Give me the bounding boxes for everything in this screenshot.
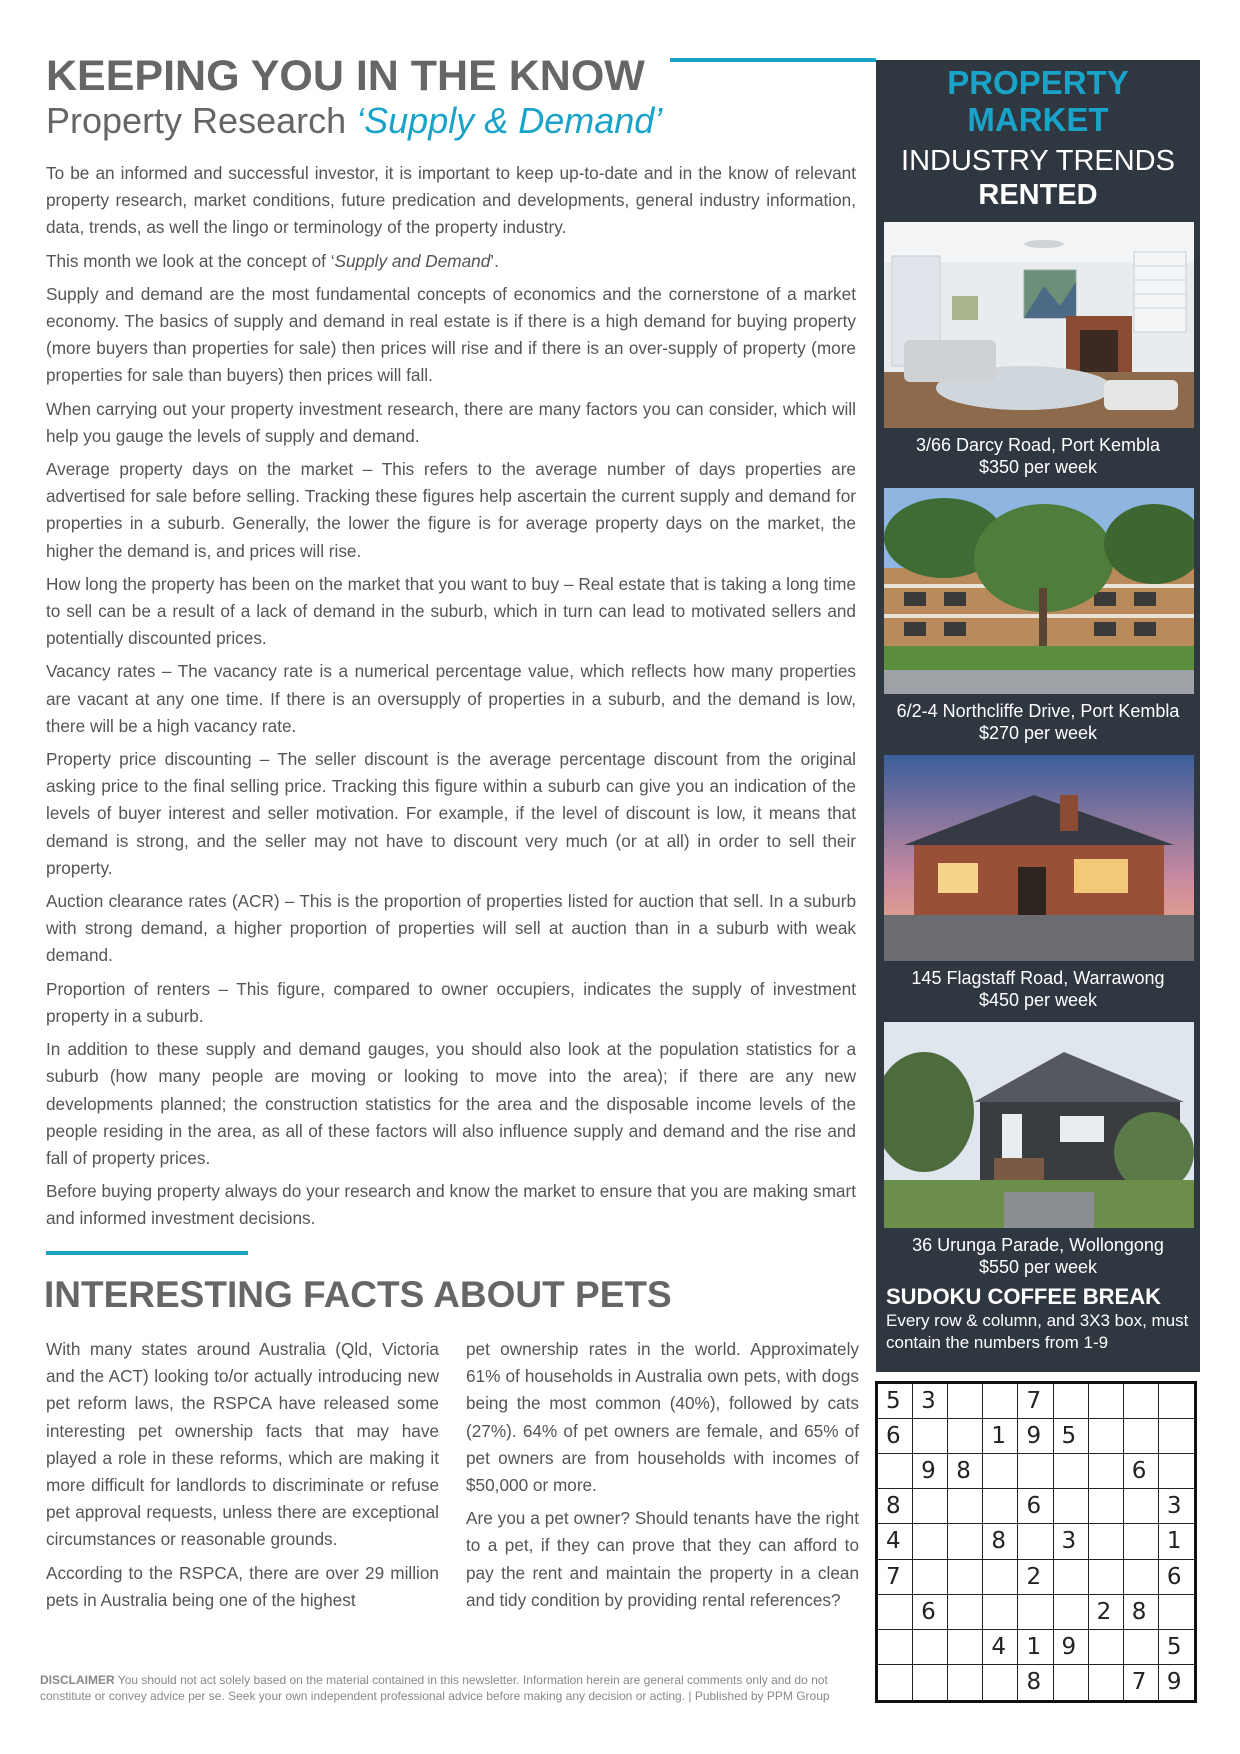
listing-photo-apartments xyxy=(884,488,1194,694)
article-paragraph: To be an informed and successful investor, it is important to keep up-to-date and in the know of relevant property research, market conditions, future predication and developments, general industry information, data, trends, as well the lingo or terminology of the property industry. xyxy=(46,163,856,238)
p2-italic: Supply and Demand xyxy=(334,250,491,271)
listing-price: $550 per week xyxy=(978,1257,1098,1277)
sudoku-cell[interactable] xyxy=(1124,1524,1159,1559)
sudoku-cell[interactable] xyxy=(1089,1560,1124,1595)
sudoku-cell[interactable]: 8 xyxy=(1124,1595,1159,1630)
sudoku-cell[interactable]: 3 xyxy=(1159,1489,1194,1524)
p2-suffix: ’. xyxy=(490,250,499,271)
pets-right-column xyxy=(466,1336,859,1620)
sudoku-cell[interactable]: 6 xyxy=(1018,1489,1053,1524)
sudoku-cell[interactable] xyxy=(913,1630,948,1665)
article-paragraph: Before buying property always do your research and know the market to ensure that you are making smart and informed investment decisions. xyxy=(46,1181,856,1229)
sudoku-cell[interactable] xyxy=(1089,1489,1124,1524)
sudoku-cell[interactable] xyxy=(983,1595,1018,1630)
sudoku-cell[interactable]: 7 xyxy=(1124,1665,1159,1700)
sudoku-cell[interactable] xyxy=(1124,1419,1159,1454)
sudoku-cell[interactable] xyxy=(878,1665,913,1700)
article-paragraph: In addition to these supply and demand gauges, you should also look at the population statistics for a suburb (how many people are moving or looking to move into the area); if there are any new developments planned; the construction statistics for the area and the disposable income levels of the people residing in the area, as all of these factors will also influence supply and demand and the rise and fall of property prices. xyxy=(46,1039,856,1168)
sudoku-cell[interactable]: 5 xyxy=(1159,1630,1194,1665)
sudoku-cell[interactable] xyxy=(1054,1454,1089,1489)
pets-paragraph: pet ownership rates in the world. Approximately 61% of households in Australia own pets, with dogs being the most common (40%), followed by cats (27%). 64% of pet owners are female, and 65% of pet owners are from households with incomes of $50,000 or more. xyxy=(466,1339,859,1496)
sidebar-heading xyxy=(876,64,1200,138)
sudoku-cell[interactable]: 3 xyxy=(1054,1524,1089,1559)
sudoku-cell[interactable] xyxy=(1159,1454,1194,1489)
listing-caption xyxy=(876,434,1200,478)
sidebar-heading-line1: PROPERTY xyxy=(947,64,1129,101)
sudoku-cell[interactable] xyxy=(913,1524,948,1559)
sudoku-cell[interactable] xyxy=(983,1454,1018,1489)
sudoku-cell[interactable] xyxy=(1159,1384,1194,1419)
sudoku-cell[interactable] xyxy=(948,1419,983,1454)
sudoku-cell[interactable]: 7 xyxy=(1018,1384,1053,1419)
page-subtitle xyxy=(46,100,662,142)
pets-left-column xyxy=(46,1336,439,1620)
sidebar-heading-line2: MARKET xyxy=(967,101,1109,138)
listing-address: 3/66 Darcy Road, Port Kembla xyxy=(915,435,1161,455)
sudoku-cell[interactable] xyxy=(983,1560,1018,1595)
sudoku-cell[interactable]: 9 xyxy=(1166,1669,1182,1696)
sudoku-cell[interactable] xyxy=(1018,1524,1053,1559)
sudoku-cell[interactable] xyxy=(948,1384,983,1419)
subtitle-highlight: ‘Supply & Demand’ xyxy=(356,100,663,141)
sudoku-cell[interactable]: 9 xyxy=(913,1454,948,1489)
sudoku-cell[interactable] xyxy=(1089,1630,1124,1665)
sudoku-cell[interactable] xyxy=(1124,1489,1159,1524)
sudoku-cell[interactable] xyxy=(1018,1454,1053,1489)
sudoku-cell[interactable]: 9 xyxy=(1054,1630,1089,1665)
sudoku-cell[interactable] xyxy=(948,1560,983,1595)
sudoku-cell[interactable] xyxy=(1054,1595,1089,1630)
sidebar-rented-label: RENTED xyxy=(978,179,1098,211)
sudoku-cell[interactable] xyxy=(1124,1560,1159,1595)
sudoku-cell[interactable] xyxy=(1089,1384,1124,1419)
sudoku-cell[interactable] xyxy=(983,1665,1018,1700)
top-accent-line xyxy=(670,58,876,62)
listing-photo-interior xyxy=(884,222,1194,428)
sudoku-cell[interactable]: 8 xyxy=(983,1524,1018,1559)
sudoku-cell[interactable] xyxy=(1054,1384,1089,1419)
listing-price: $350 per week xyxy=(978,457,1098,477)
listing-price: $270 per week xyxy=(978,723,1098,743)
pets-paragraph: With many states around Australia (Qld, Victoria and the ACT) looking to/or actually introducing new pet reform laws, the RSPCA have released some interesting pet ownership facts that may have played a role in these reforms, which are making it more difficult for landlords to discriminate or refuse pet approval requests, unless there are exceptional circumstances or reasonable grounds. xyxy=(46,1339,439,1550)
listing-address: 6/2-4 Northcliffe Drive, Port Kembla xyxy=(896,701,1180,721)
sudoku-cell[interactable] xyxy=(1018,1595,1053,1630)
sudoku-title: SUDOKU COFFEE BREAK xyxy=(886,1284,1162,1309)
sudoku-grid xyxy=(875,1381,1197,1703)
article-paragraph: How long the property has been on the market that you want to buy – Real estate that is taking a long time to sell can be a result of a lack of demand in the suburb, which in turn can lead to motivated sellers and potentially discounted prices. xyxy=(46,573,856,649)
listing-price: $450 per week xyxy=(978,990,1098,1010)
disclaimer-label: DISCLAIMER xyxy=(40,1673,115,1687)
article-paragraph: Average property days on the market – This refers to the average number of days properties are advertised for sale before selling. Tracking these figures help ascertain the current supply and demand for properties in a suburb. Generally, the lower the figure is for average property days on the market, the higher the demand is, and prices will rise. xyxy=(46,459,856,561)
listing-photo-cottage xyxy=(884,1022,1194,1228)
sudoku-cell[interactable] xyxy=(948,1665,983,1700)
article-body xyxy=(46,160,856,1239)
sudoku-cell[interactable] xyxy=(948,1595,983,1630)
sudoku-cell[interactable] xyxy=(878,1630,913,1665)
sudoku-cell[interactable]: 8 xyxy=(878,1489,913,1524)
sudoku-cell[interactable] xyxy=(948,1524,983,1559)
sudoku-cell[interactable] xyxy=(1124,1384,1159,1419)
article-paragraph: When carrying out your property investment research, there are many factors you can consider, which will help you gauge the levels of supply and demand. xyxy=(46,398,856,446)
sudoku-cell[interactable] xyxy=(913,1665,948,1700)
sudoku-cell[interactable]: 6 xyxy=(878,1419,913,1454)
listing-address: 36 Urunga Parade, Wollongong xyxy=(912,1235,1164,1255)
article-paragraph: Vacancy rates – The vacancy rate is a numerical percentage value, which reflects how many properties are vacant at any one time. If there is an oversupply of properties in a suburb, and the demand is low, there will be a high vacancy rate. xyxy=(46,661,856,736)
sudoku-cell[interactable]: 4 xyxy=(878,1524,913,1559)
sudoku-cell[interactable] xyxy=(1159,1595,1194,1630)
sudoku-cell[interactable] xyxy=(948,1489,983,1524)
sudoku-cell[interactable]: 6 xyxy=(1159,1560,1194,1595)
sudoku-cell[interactable]: 2 xyxy=(1089,1595,1124,1630)
sudoku-cell[interactable] xyxy=(1159,1419,1194,1454)
subtitle-prefix: Property Research xyxy=(46,100,357,141)
article-paragraph: Supply and demand are the most fundamental concepts of economics and the cornerstone of a market economy. The basics of supply and demand in real estate is if there is a high demand for buying property (more buyers than properties for sale) then prices will rise and if there is an over-supply of property (more properties for sale than buyers) then prices will fall. xyxy=(46,283,856,386)
article-paragraph xyxy=(46,248,856,275)
disclaimer xyxy=(40,1672,840,1704)
sudoku-cell[interactable]: 7 xyxy=(878,1560,913,1595)
sudoku-cell[interactable]: 6 xyxy=(1124,1454,1159,1489)
page-title: KEEPING YOU IN THE KNOW xyxy=(46,52,645,100)
disclaimer-text: You should not act solely based on the material contained in this newsletter. Information herein are general comments only and do not constitute or convey advice per se. Seek your own independent professional advice before making any decision or acting. | Published by PPM Group xyxy=(40,1673,830,1703)
article-paragraph: Proportion of renters – This figure, compared to owner occupiers, indicates the supply of investment property in a suburb. xyxy=(46,978,856,1026)
sudoku-cell[interactable] xyxy=(1054,1560,1089,1595)
listing-photo-brick-house xyxy=(884,755,1194,961)
sudoku-cell[interactable]: 8 xyxy=(948,1454,983,1489)
sudoku-cell[interactable] xyxy=(878,1595,913,1630)
sudoku-cell[interactable]: 1 xyxy=(1159,1524,1194,1559)
sudoku-cell[interactable] xyxy=(913,1489,948,1524)
property-market-sidebar xyxy=(876,60,1200,1372)
sudoku-cell[interactable] xyxy=(1089,1419,1124,1454)
sudoku-cell[interactable] xyxy=(1124,1630,1159,1665)
sudoku-cell[interactable]: 4 xyxy=(983,1630,1018,1665)
sudoku-cell[interactable] xyxy=(1089,1524,1124,1559)
sudoku-cell[interactable] xyxy=(1054,1665,1089,1700)
sudoku-cell[interactable] xyxy=(1089,1665,1124,1700)
sudoku-cell[interactable]: 6 xyxy=(913,1595,948,1630)
sudoku-instructions: Every row & column, and 3X3 box, must contain the numbers from 1-9 xyxy=(886,1311,1189,1352)
sudoku-cell[interactable]: 9 xyxy=(1018,1419,1053,1454)
sudoku-cell[interactable]: 5 xyxy=(1054,1419,1089,1454)
sudoku-cell[interactable] xyxy=(913,1560,948,1595)
sudoku-cell[interactable]: 8 xyxy=(1018,1665,1053,1700)
pets-accent-line xyxy=(46,1251,248,1255)
listing-address: 145 Flagstaff Road, Warrawong xyxy=(911,968,1165,988)
sudoku-cell[interactable] xyxy=(983,1489,1018,1524)
article-paragraph: Property price discounting – The seller discount is the average percentage discount from the original asking price to the final selling price. Tracking this figure within a suburb can give you an indication of the levels of buyer interest and seller motivation. For example, if the level of discount is low, it means that demand is strong, and the seller may not have to discount very much (or at all) in order to sell their property. xyxy=(46,749,856,878)
listing-caption xyxy=(876,1234,1200,1278)
sudoku-cell[interactable]: 1 xyxy=(1018,1630,1053,1665)
pets-title: INTERESTING FACTS ABOUT PETS xyxy=(44,1274,672,1315)
pets-paragraph: According to the RSPCA, there are over 29 million pets in Australia being one of the highest xyxy=(46,1562,439,1610)
sudoku-cell[interactable] xyxy=(1089,1454,1124,1489)
sudoku-cell[interactable]: 3 xyxy=(913,1384,948,1419)
listing-caption xyxy=(876,700,1200,744)
sudoku-cell[interactable]: 2 xyxy=(1018,1560,1053,1595)
sudoku-cell[interactable] xyxy=(878,1454,913,1489)
sudoku-cell[interactable] xyxy=(948,1630,983,1665)
sudoku-cell[interactable] xyxy=(1054,1489,1089,1524)
listing-caption xyxy=(876,967,1200,1011)
sudoku-cell[interactable] xyxy=(983,1384,1018,1419)
sidebar-subheading: INDUSTRY TRENDS xyxy=(901,145,1175,177)
sudoku-cell[interactable] xyxy=(913,1419,948,1454)
p2-prefix: This month we look at the concept of ‘ xyxy=(46,250,335,271)
pets-paragraph: Are you a pet owner? Should tenants have the right to a pet, if they can prove that they can afford to pay the rent and maintain the property in a clean and tidy condition by providing rental references? xyxy=(466,1508,859,1610)
sudoku-cell[interactable]: 1 xyxy=(983,1419,1018,1454)
article-paragraph: Auction clearance rates (ACR) – This is the proportion of properties listed for auction that sell. In a suburb with strong demand, a higher proportion of properties will sell at auction than in a suburb with weak demand. xyxy=(46,891,856,966)
sudoku-cell[interactable]: 5 xyxy=(878,1384,913,1419)
